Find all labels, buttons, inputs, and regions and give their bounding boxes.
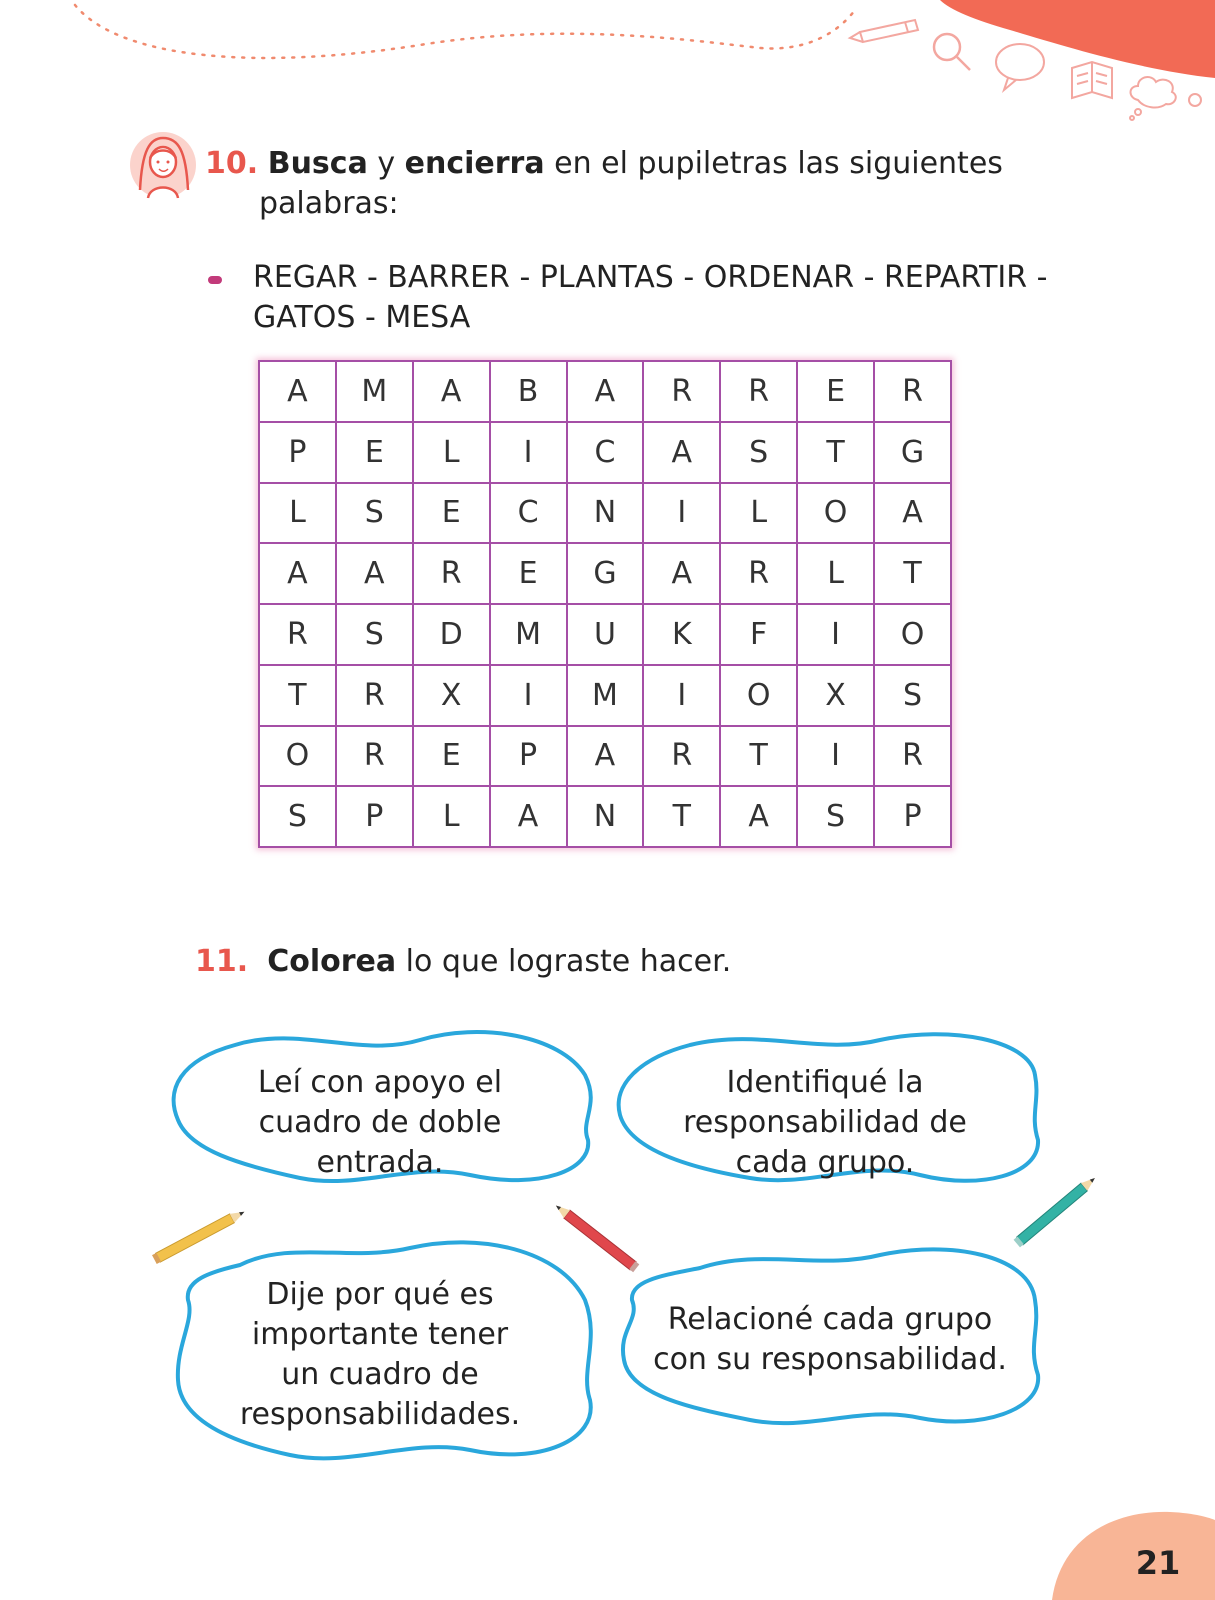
grid-cell[interactable]: L bbox=[720, 483, 797, 544]
grid-cell[interactable]: E bbox=[797, 361, 874, 422]
grid-cell[interactable]: A bbox=[567, 361, 644, 422]
grid-cell[interactable]: E bbox=[336, 422, 413, 483]
cloud-line: responsabilidades. bbox=[239, 1397, 521, 1432]
cloud-line: Identifiqué la bbox=[726, 1065, 924, 1100]
grid-cell[interactable]: K bbox=[643, 604, 720, 665]
grid-cell[interactable]: R bbox=[336, 726, 413, 787]
word-list-line-1: REGAR - BARRER - PLANTAS - ORDENAR - REPARTIR - bbox=[253, 260, 1048, 295]
achievement-cloud-3[interactable] bbox=[195, 1275, 565, 1435]
grid-cell[interactable]: A bbox=[643, 422, 720, 483]
grid-cell[interactable]: I bbox=[643, 665, 720, 726]
grid-cell[interactable]: A bbox=[259, 361, 336, 422]
grid-cell[interactable]: C bbox=[490, 483, 567, 544]
grid-cell[interactable]: R bbox=[259, 604, 336, 665]
grid-cell[interactable]: U bbox=[567, 604, 644, 665]
grid-cell[interactable]: F bbox=[720, 604, 797, 665]
grid-cell[interactable]: S bbox=[336, 604, 413, 665]
grid-cell[interactable]: I bbox=[490, 422, 567, 483]
grid-cell[interactable]: E bbox=[413, 483, 490, 544]
question-10-verb-busca: Busca bbox=[267, 146, 368, 181]
grid-cell[interactable]: A bbox=[259, 543, 336, 604]
grid-cell[interactable]: L bbox=[259, 483, 336, 544]
grid-cell[interactable]: M bbox=[336, 361, 413, 422]
grid-cell[interactable]: R bbox=[720, 543, 797, 604]
grid-cell[interactable]: S bbox=[797, 786, 874, 847]
cloud-line: responsabilidad de bbox=[683, 1105, 967, 1140]
grid-cell[interactable]: N bbox=[567, 483, 644, 544]
grid-row bbox=[259, 422, 951, 483]
grid-cell[interactable]: P bbox=[874, 786, 951, 847]
grid-cell[interactable]: E bbox=[490, 543, 567, 604]
achievement-cloud-2[interactable] bbox=[640, 1063, 1010, 1183]
grid-row bbox=[259, 543, 951, 604]
grid-cell[interactable]: R bbox=[720, 361, 797, 422]
word-list-line-2: GATOS - MESA bbox=[253, 300, 471, 335]
thought-cloud-icon bbox=[1130, 77, 1201, 120]
grid-cell[interactable]: A bbox=[567, 726, 644, 787]
grid-cell[interactable]: R bbox=[643, 361, 720, 422]
grid-cell[interactable]: O bbox=[874, 604, 951, 665]
grid-cell[interactable]: G bbox=[567, 543, 644, 604]
page-number: 21 bbox=[1135, 1544, 1181, 1582]
grid-cell[interactable]: S bbox=[874, 665, 951, 726]
grid-cell[interactable]: L bbox=[413, 422, 490, 483]
grid-cell[interactable]: T bbox=[720, 726, 797, 787]
grid-cell[interactable]: I bbox=[490, 665, 567, 726]
grid-cell[interactable]: X bbox=[413, 665, 490, 726]
cloud-line: Dije por qué es bbox=[266, 1277, 494, 1312]
grid-cell[interactable]: R bbox=[874, 361, 951, 422]
book-icon bbox=[1072, 62, 1112, 98]
grid-cell[interactable]: L bbox=[413, 786, 490, 847]
question-11 bbox=[195, 942, 995, 982]
grid-cell[interactable]: I bbox=[643, 483, 720, 544]
colored-pencil-icon bbox=[1014, 1174, 1099, 1247]
grid-cell[interactable]: C bbox=[567, 422, 644, 483]
grid-row bbox=[259, 604, 951, 665]
grid-cell[interactable]: X bbox=[797, 665, 874, 726]
question-10-number: 10. bbox=[205, 146, 259, 181]
grid-cell[interactable]: B bbox=[490, 361, 567, 422]
grid-cell[interactable]: A bbox=[413, 361, 490, 422]
grid-cell[interactable]: O bbox=[259, 726, 336, 787]
grid-cell[interactable]: M bbox=[567, 665, 644, 726]
grid-cell[interactable]: O bbox=[797, 483, 874, 544]
grid-cell[interactable]: D bbox=[413, 604, 490, 665]
grid-cell[interactable]: A bbox=[720, 786, 797, 847]
cloud-line: Leí con apoyo el bbox=[257, 1065, 503, 1100]
question-10-connector: y bbox=[367, 146, 405, 181]
grid-cell[interactable]: P bbox=[336, 786, 413, 847]
grid-row bbox=[259, 726, 951, 787]
cloud-line: importante tener bbox=[251, 1317, 509, 1352]
question-11-text: lo que lograste hacer. bbox=[396, 944, 732, 979]
grid-cell[interactable]: R bbox=[336, 665, 413, 726]
cloud-line: Relacioné cada grupo bbox=[667, 1302, 993, 1337]
cloud-line: cuadro de doble bbox=[258, 1105, 502, 1140]
question-10-verb-encierra: encierra bbox=[404, 146, 545, 181]
question-11-number: 11. bbox=[195, 944, 249, 979]
cloud-line: entrada. bbox=[316, 1145, 444, 1180]
question-11-verb-colorea: Colorea bbox=[267, 944, 397, 979]
grid-cell[interactable]: R bbox=[874, 726, 951, 787]
grid-row bbox=[259, 361, 951, 422]
grid-row bbox=[259, 483, 951, 544]
grid-cell[interactable]: E bbox=[413, 726, 490, 787]
cloud-line: cada grupo. bbox=[735, 1145, 915, 1180]
student-avatar-icon bbox=[130, 132, 196, 198]
cloud-line: un cuadro de bbox=[281, 1357, 479, 1392]
grid-cell[interactable]: L bbox=[797, 543, 874, 604]
grid-cell[interactable]: I bbox=[797, 726, 874, 787]
magnifier-icon bbox=[934, 34, 970, 70]
grid-cell[interactable]: S bbox=[259, 786, 336, 847]
grid-cell[interactable]: S bbox=[336, 483, 413, 544]
grid-cell[interactable]: T bbox=[797, 422, 874, 483]
grid-cell[interactable]: M bbox=[490, 604, 567, 665]
grid-cell[interactable]: T bbox=[874, 543, 951, 604]
grid-cell[interactable]: N bbox=[567, 786, 644, 847]
grid-cell[interactable]: P bbox=[259, 422, 336, 483]
grid-cell[interactable]: R bbox=[643, 726, 720, 787]
grid-cell[interactable]: R bbox=[413, 543, 490, 604]
question-10-text: en el pupiletras las siguientes bbox=[544, 146, 1003, 181]
grid-cell[interactable]: A bbox=[643, 543, 720, 604]
dotted-curve bbox=[75, 5, 855, 58]
grid-cell[interactable]: A bbox=[336, 543, 413, 604]
word-list bbox=[253, 258, 1083, 338]
grid-cell[interactable]: O bbox=[720, 665, 797, 726]
bullet-dot bbox=[208, 276, 222, 284]
pencil-icon bbox=[850, 20, 918, 42]
achievement-cloud-1[interactable] bbox=[195, 1063, 565, 1183]
cloud-line: con su responsabilidad. bbox=[653, 1342, 1007, 1377]
question-10-text-line2: palabras: bbox=[259, 186, 399, 221]
grid-cell[interactable]: T bbox=[643, 786, 720, 847]
grid-cell[interactable]: A bbox=[490, 786, 567, 847]
colored-pencil-icon bbox=[152, 1207, 247, 1264]
colored-pencil-icon bbox=[553, 1202, 640, 1273]
question-10 bbox=[205, 144, 1025, 224]
grid-row bbox=[259, 786, 951, 847]
grid-cell[interactable]: T bbox=[259, 665, 336, 726]
grid-cell[interactable]: I bbox=[797, 604, 874, 665]
grid-cell[interactable]: S bbox=[720, 422, 797, 483]
grid-row bbox=[259, 665, 951, 726]
word-search-grid bbox=[258, 360, 952, 848]
achievement-cloud-4[interactable] bbox=[635, 1300, 1025, 1380]
grid-cell[interactable]: A bbox=[874, 483, 951, 544]
speech-bubble-icon bbox=[996, 44, 1044, 90]
grid-cell[interactable]: P bbox=[490, 726, 567, 787]
grid-cell[interactable]: G bbox=[874, 422, 951, 483]
